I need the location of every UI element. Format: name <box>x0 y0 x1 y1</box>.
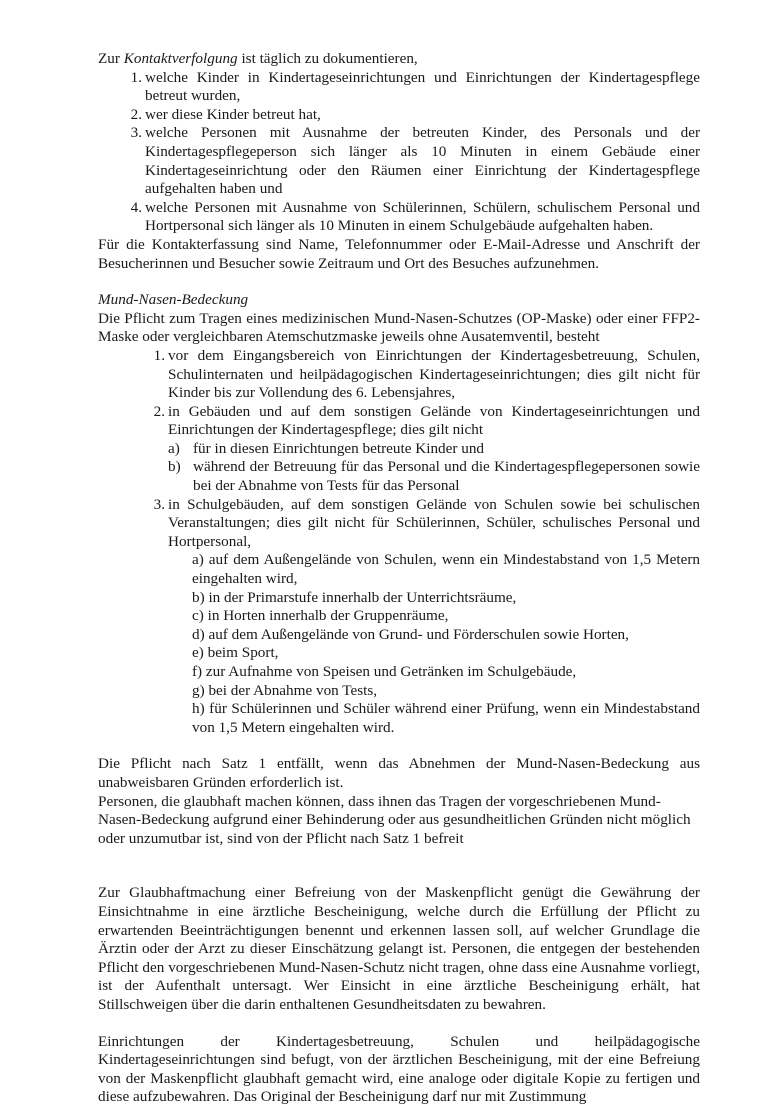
sublist-item: a) auf dem Außengelände von Schulen, wenn ein Mindestabstand von 1,5 Metern eingehalten wird, <box>192 551 700 588</box>
list-number: 4. <box>130 198 142 216</box>
sublist-label: a) <box>168 439 180 457</box>
list-text: welche Kinder in Kindertageseinrichtungen und Einrichtungen der Kindertagespflege betreut wurden, <box>145 68 700 105</box>
list-item <box>130 198 700 236</box>
sublist-item: b) in der Primarstufe innerhalb der Unterrichtsräume, <box>192 588 517 606</box>
document-page <box>98 50 700 1107</box>
tracking-list <box>130 68 700 236</box>
word: und <box>535 1032 559 1050</box>
sublist-text: während der Betreuung für das Personal und die Kindertagespflegepersonen sowie bei der Abnahme von Tests für das Personal <box>193 458 700 495</box>
list-text: vor dem Eingangsbereich von Einrichtungen der Kindertagesbetreuung, Schulen, Schulinternaten und heilpädagogischen Kindertageseinrichtungen; dies gilt nicht für Kinder bis zur Vollendung des 6. Lebensjahres, <box>168 346 700 402</box>
list-number: 1. <box>130 68 142 86</box>
intro-term: Kontaktverfolgung <box>123 50 238 67</box>
list-item <box>153 495 700 738</box>
word: der <box>220 1032 240 1050</box>
sublist <box>192 551 700 737</box>
sublist-text: für in diesen Einrichtungen betreute Kinder und <box>193 439 485 457</box>
list-text: welche Personen mit Ausnahme der betreuten Kinder, des Personals und der Kindertagespflegeperson sich länger als 10 Minuten in einem Gebäude einer Kindertageseinrichtung oder den Räumen einer Einrichtung der Kindertagespflege aufgehalten haben und <box>145 124 700 198</box>
credibility-paragraph: Zur Glaubhaftmachung einer Befreiung von der Maskenpflicht genügt die Gewährung der Einsichtnahme in eine ärztliche Bescheinigung, welche durch die Erfüllung der Pflicht zu erwartenden Beeinträchtigungen benennt und erkennen lassen soll, auf welcher Grundlage die Ärztin oder der Arzt zu dieser Einschätzung gelangt ist. Personen, die entgegen der bestehenden Pflicht den vorgeschriebenen Mund-Nasen-Schutz nicht tragen, ohne dass eine Ausnahme vorliegt, ist der Aufenthalt untersagt. Wer Einsicht in eine ärztliche Bescheinigung erhält, hat Stillschweigen über die darin enthaltenen Gesundheitsdaten zu bewahren. <box>98 884 700 1013</box>
sublist <box>168 440 700 496</box>
persons-exempt-paragraph: Personen, die glaubhaft machen können, dass ihnen das Tragen der vorgeschriebenen Mund-Nasen-Bedeckung aufgrund einer Behinderung oder aus gesundheitlichen Gründen nicht möglich oder unzumutbar ist, sind von der Pflicht nach Satz 1 befreit <box>98 792 691 847</box>
list-number: 1. <box>153 346 165 364</box>
duty-exempt-paragraph: Die Pflicht nach Satz 1 entfällt, wenn das Abnehmen der Mund-Nasen-Bedeckung aus unabweisbaren Gründen erforderlich ist. <box>98 755 700 791</box>
sublist-item: e) beim Sport, <box>192 644 279 662</box>
sublist-item: h) für Schülerinnen und Schüler während einer Prüfung, wenn ein Mindestabstand von 1,5 Metern eingehalten wird. <box>192 700 700 736</box>
list-item <box>153 346 700 403</box>
sublist-item <box>168 440 700 459</box>
list-text: wer diese Kinder betreut hat, <box>145 105 321 123</box>
mask-list <box>153 346 700 737</box>
list-text: in Gebäuden und auf dem sonstigen Gelände von Kindertageseinrichtungen und Einrichtungen der Kindertagespflege; dies gilt nicht <box>168 402 700 439</box>
list-text: in Schulgebäuden, auf dem sonstigen Gelände von Schulen sowie bei schulischen Veranstaltungen; dies gilt nicht für Schülerinnen, Schüler, schulisches Personal und Hortpersonal, <box>168 495 700 550</box>
list-number: 2. <box>130 105 142 123</box>
list-item <box>153 402 700 496</box>
word: heilpädagogische <box>594 1032 700 1050</box>
list-number: 3. <box>130 124 142 142</box>
institutions-paragraph: Kindertageseinrichtungen sind befugt, von der ärztlichen Bescheinigung, mit der eine Befreiung von der Maskenpflicht glaubhaft gemacht wird, eine analoge oder digitale Kopie zu fertigen und diese aufzubewahren. Das Original der Bescheinigung darf nur mit Zustimmung <box>98 1051 700 1106</box>
word: Einrichtungen <box>98 1032 185 1050</box>
sublist-item: d) auf dem Außengelände von Grund- und Förderschulen sowie Horten, <box>192 625 629 643</box>
mask-heading-text: Mund-Nasen-Bedeckung <box>98 291 249 309</box>
word: Kindertagesbetreuung, <box>276 1032 414 1050</box>
sublist-item: g) bei der Abnahme von Tests, <box>192 681 378 699</box>
list-number: 3. <box>153 495 165 513</box>
sublist-item <box>168 458 700 495</box>
intro-prefix: Zur <box>98 50 124 67</box>
contact-capture-paragraph: Für die Kontakterfassung sind Name, Telefonnummer oder E-Mail-Adresse und Anschrift der Besucherinnen und Besucher sowie Zeitraum und Ort des Besuches aufzunehmen. <box>98 235 700 272</box>
intro-line <box>98 50 700 69</box>
list-item <box>130 68 700 106</box>
institutions-first-line <box>98 1033 700 1052</box>
list-text: welche Personen mit Ausnahme von Schülerinnen, Schülern, schulischem Personal und Hortpersonal sich länger als 10 Minuten in einem Schulgebäude aufgehalten haben. <box>145 198 700 235</box>
mask-heading <box>98 291 700 310</box>
word: Schulen <box>450 1032 500 1050</box>
list-item <box>130 105 700 125</box>
list-item <box>130 124 700 198</box>
sublist-label: b) <box>168 458 181 476</box>
sublist-item: f) zur Aufnahme von Speisen und Getränken im Schulgebäude, <box>192 663 577 680</box>
sublist-item: c) in Horten innerhalb der Gruppenräume, <box>192 607 449 625</box>
list-number: 2. <box>153 402 165 420</box>
mask-intro-paragraph: Die Pflicht zum Tragen eines medizinischen Mund-Nasen-Schutzes (OP-Maske) oder einer FFP2-Maske oder vergleichbaren Atemschutzmaske jeweils ohne Ausatemventil, besteht <box>98 309 700 346</box>
intro-suffix: ist täglich zu dokumentieren, <box>237 50 418 67</box>
